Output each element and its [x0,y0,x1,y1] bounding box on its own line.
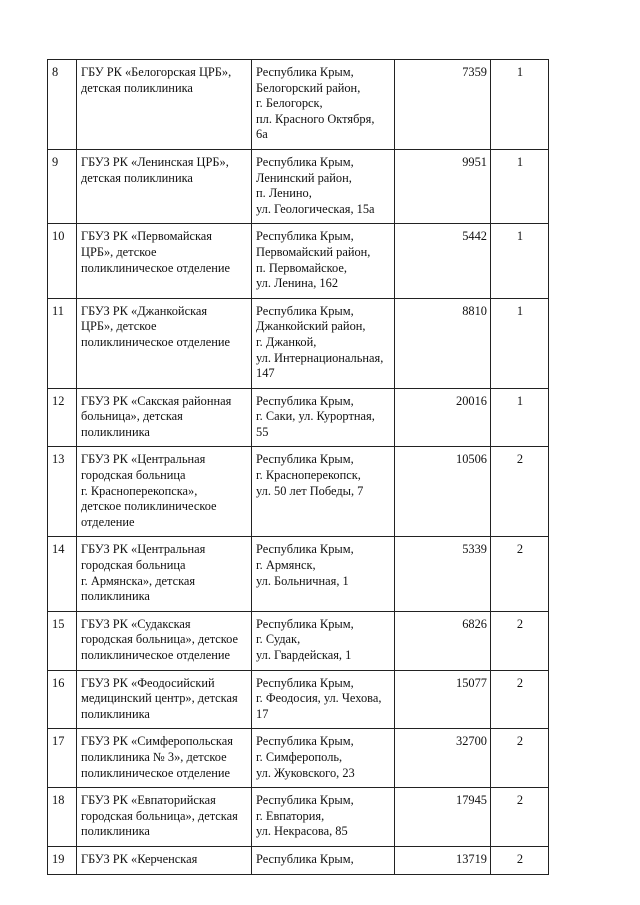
facility-address-line: Республика Крым, [256,616,354,631]
facility-name-line: поликлиника [81,824,150,839]
facility-address-line: г. Саки, ул. Курортная, [256,409,375,424]
facility-address-line: Республика Крым, [256,542,354,557]
facility-address-line: 55 [256,424,269,439]
table-row [48,149,549,223]
unit-count: 1 [491,388,549,447]
facilities-table [47,59,549,875]
facility-name [77,729,252,788]
facility-name [77,611,252,670]
table-row [48,388,549,447]
facility-address-line: Республика Крым, [256,154,354,169]
facility-name [77,224,252,298]
facility-name-line: поликлиника [81,424,150,439]
facility-address-line: 6а [256,127,268,142]
facility-name-line: ЦРБ», детское [81,244,157,259]
facility-name-line: ЦРБ», детское [81,319,157,334]
table-row [48,60,549,150]
facility-address [252,611,395,670]
facility-address [252,149,395,223]
facility-address-line: Ленинский район, [256,170,352,185]
facility-name-line: ГБУЗ РК «Первомайская [81,229,212,244]
table-body [48,60,549,875]
facility-name-line: поликлиническое отделение [81,765,230,780]
row-number: 11 [48,298,77,388]
facility-address [252,788,395,847]
unit-count: 1 [491,298,549,388]
facility-address-line: Республика Крым, [256,393,354,408]
population-count: 10506 [395,447,491,537]
facility-address-line: 17 [256,706,269,721]
facility-name-line: ГБУЗ РК «Центральная [81,542,206,557]
facility-name-line: медицинский центр», детская [81,691,238,706]
facility-name-line: поликлиника [81,706,150,721]
table-row [48,224,549,298]
row-number: 13 [48,447,77,537]
unit-count: 2 [491,670,549,729]
population-count: 9951 [395,149,491,223]
facility-address-line: ул. Некрасова, 85 [256,824,348,839]
facility-address-line: Республика Крым, [256,452,354,467]
facility-address [252,60,395,150]
facility-address [252,298,395,388]
facility-address-line: Джанкойский район, [256,319,366,334]
facility-name-line: поликлиника № 3», детское [81,749,227,764]
facility-name-line: ГБУЗ РК «Керченская [81,851,198,866]
facility-name-line: поликлиническое отделение [81,648,230,662]
facility-name-line: ГБУЗ РК «Феодосийский [81,675,215,690]
facility-address [252,729,395,788]
facility-name-line: ГБУ РК «Белогорская ЦРБ», [81,65,232,79]
table-row [48,788,549,847]
facility-address-line: Первомайский район, [256,244,371,259]
facility-name-line: городская больница», детское [81,632,238,647]
row-number: 18 [48,788,77,847]
unit-count: 1 [491,60,549,150]
facility-name-line: детская поликлиника [81,80,193,95]
facility-address-line: г. Красноперекопск, [256,468,361,483]
facility-address-line: Республика Крым, [256,675,354,690]
population-count: 32700 [395,729,491,788]
row-number: 17 [48,729,77,788]
facility-address-line: г. Армянск, [256,558,316,573]
facility-address [252,224,395,298]
facility-address-line: г. Джанкой, [256,334,317,349]
facility-address-line: ул. 50 лет Победы, 7 [256,483,364,498]
facility-name [77,537,252,611]
facility-address-line: г. Евпатория, [256,808,325,823]
row-number: 9 [48,149,77,223]
facility-address-line: г. Симферополь, [256,749,343,764]
facility-name-line: г. Армянска», детская [81,573,196,588]
facility-address-line: ул. Интернациональная, [256,350,384,365]
facility-address [252,846,395,874]
population-count: 20016 [395,388,491,447]
facility-name-line: больница», детская [81,409,183,424]
facility-name-line: поликлиническое отделение [81,334,230,349]
facility-address-line: Республика Крым, [256,793,354,808]
row-number: 15 [48,611,77,670]
row-number: 14 [48,537,77,611]
facility-address-line: п. Ленино, [256,186,312,201]
table-row [48,846,549,874]
row-number: 12 [48,388,77,447]
facility-name-line: поликлиническое отделение [81,260,230,275]
facility-name [77,149,252,223]
facility-address-line: Белогорский район, [256,80,361,95]
facility-name-line: ГБУЗ РК «Ленинская ЦРБ», [81,154,229,169]
population-count: 7359 [395,60,491,150]
facility-address-line: Республика Крым, [256,734,354,749]
facility-name [77,846,252,874]
table-row [48,537,549,611]
population-count: 6826 [395,611,491,670]
facility-name-line: г. Красноперекопска», [81,483,198,498]
facility-name [77,298,252,388]
table-row [48,670,549,729]
facility-name-line: детская поликлиника [81,170,193,185]
facility-name [77,788,252,847]
facility-address-line: Республика Крым, [256,65,354,79]
facility-address [252,388,395,447]
facility-address-line: г. Белогорск, [256,96,323,111]
facility-address-line: 147 [256,366,275,381]
population-count: 13719 [395,846,491,874]
facility-name-line: поликлиника [81,589,150,604]
population-count: 5442 [395,224,491,298]
facility-address-line: Республика Крым, [256,303,354,318]
facility-address-line: ул. Ленина, 162 [256,276,339,291]
table-row [48,611,549,670]
row-number: 10 [48,224,77,298]
facility-name-line: детское поликлиническое [81,499,217,514]
unit-count: 2 [491,611,549,670]
table-row [48,447,549,537]
facility-address-line: г. Феодосия, ул. Чехова, [256,691,382,706]
facility-address-line: ул. Жуковского, 23 [256,765,355,780]
unit-count: 1 [491,149,549,223]
facility-name [77,60,252,150]
unit-count: 2 [491,537,549,611]
facility-address-line: пл. Красного Октября, [256,111,375,126]
unit-count: 2 [491,447,549,537]
unit-count: 2 [491,846,549,874]
facility-name-line: ГБУЗ РК «Сакская районная [81,393,232,408]
facility-address [252,447,395,537]
facility-name-line: ГБУЗ РК «Симферопольская [81,734,233,749]
row-number: 8 [48,60,77,150]
population-count: 8810 [395,298,491,388]
facility-name [77,388,252,447]
facility-name-line: ГБУЗ РК «Евпаторийская [81,793,216,808]
facility-address-line: ул. Гвардейская, 1 [256,648,352,662]
facility-address-line: Республика Крым, [256,229,354,244]
facility-name-line: городская больница [81,468,186,483]
facility-name-line: городская больница [81,558,186,573]
facility-name-line: отделение [81,514,135,529]
facility-name-line: городская больница», детская [81,808,238,823]
unit-count: 2 [491,788,549,847]
facility-address-line: ул. Геологическая, 15а [256,201,375,216]
unit-count: 1 [491,224,549,298]
population-count: 17945 [395,788,491,847]
table-row [48,729,549,788]
unit-count: 2 [491,729,549,788]
facility-address-line: г. Судак, [256,632,301,647]
facility-name [77,670,252,729]
row-number: 19 [48,846,77,874]
facility-name [77,447,252,537]
row-number: 16 [48,670,77,729]
facility-address [252,670,395,729]
table-row [48,298,549,388]
facility-name-line: ГБУЗ РК «Джанкойская [81,303,208,318]
facility-name-line: ГБУЗ РК «Центральная [81,452,206,467]
facility-address-line: Республика Крым, [256,851,354,866]
population-count: 15077 [395,670,491,729]
population-count: 5339 [395,537,491,611]
facility-address-line: п. Первомайское, [256,260,347,275]
facility-address [252,537,395,611]
facility-address-line: ул. Больничная, 1 [256,573,349,588]
facility-name-line: ГБУЗ РК «Судакская [81,616,191,631]
